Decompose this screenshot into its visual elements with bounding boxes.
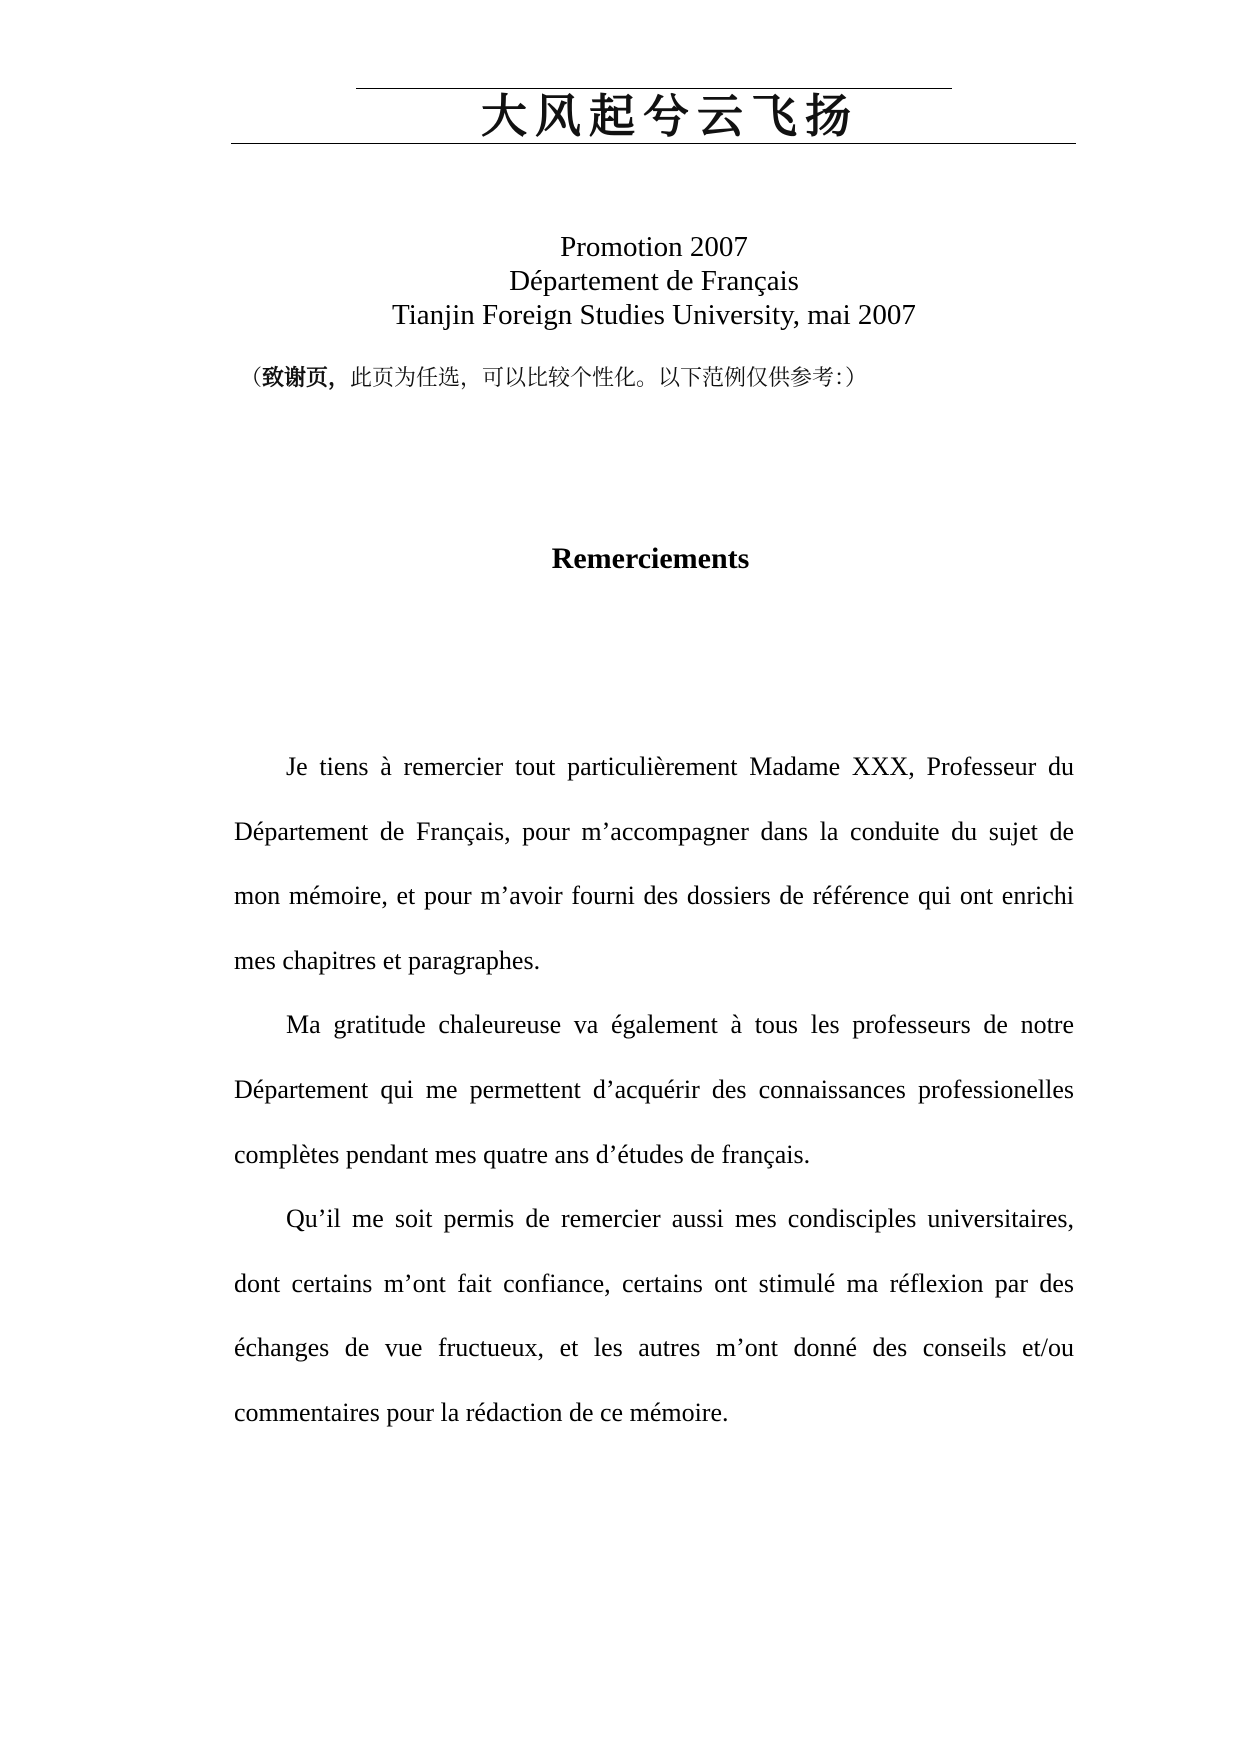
instruction-note xyxy=(240,364,867,394)
promotion-block xyxy=(0,230,1241,332)
note-text: 此页为任选，可以比较个性化。以下范例仅供参考：） xyxy=(350,366,868,391)
paragraph-1: Je tiens à remercier tout particulièrement Madame XXX, Professeur du Département de Français, pour m’accompagner dans la conduite du sujet de mon mémoire, et pour m’avoir fourni des dossiers de référence qui ont enrichi mes chapitres et paragraphes. xyxy=(234,752,1074,975)
promotion-year: Promotion 2007 xyxy=(560,231,748,263)
page-heading: Remerciements xyxy=(551,542,750,575)
university-date: Tianjin Foreign Studies University, mai 2007 xyxy=(392,299,916,331)
note-open-paren: （ xyxy=(240,366,263,391)
banner-bottom-rule xyxy=(231,143,1076,144)
note-bold-label: 致谢页， xyxy=(262,366,351,391)
paragraph-3: Qu’il me soit permis de remercier aussi mes condisciples universitaires, dont certains m’ont fait confiance, certains ont stimulé ma réflexion par des échanges de vue fructueux, et les autres m’ont donné des conseils et/ou commentaires pour la rédaction de ce mémoire. xyxy=(234,1204,1074,1427)
paragraph-2: Ma gratitude chaleureuse va également à tous les professeurs de notre Département qui me permettent d’acquérir des connaissances professionelles complètes pendant mes quatre ans d’études de français. xyxy=(234,1010,1074,1169)
department-name: Département de Français xyxy=(509,265,799,297)
acknowledgement-body xyxy=(234,735,1074,1446)
banner-title: 大风起兮云飞扬 xyxy=(481,89,859,143)
